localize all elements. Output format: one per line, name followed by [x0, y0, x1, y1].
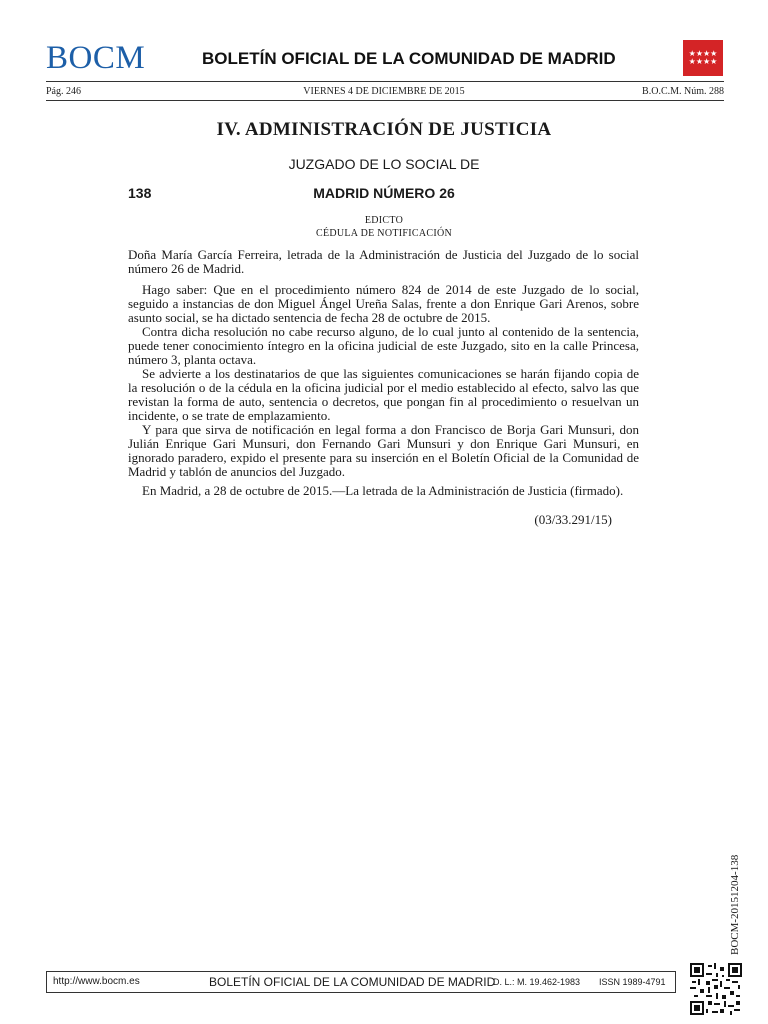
madrid-flag-icon [683, 40, 723, 76]
bulletin-title: BOLETÍN OFICIAL DE LA COMUNIDAD DE MADRID [202, 49, 616, 68]
header-rule-bottom [46, 100, 724, 101]
issue-date: VIERNES 4 DE DICIEMBRE DE 2015 [303, 86, 465, 97]
page-number: Pág. 246 [46, 86, 81, 97]
paragraph-6: En Madrid, a 28 de octubre de 2015.—La letrada de la Administración de Justicia (firmado). [142, 483, 624, 498]
paragraph-4: Se advierte a los destinatarios de que las siguientes comunicaciones se harán fijando copia de la resolución o de la cédula en la oficina judicial por el medio establecido al efecto, salvo las que revistan la forma de auto, sentencia o decretos, que pongan fin al procedimiento o resuelvan un incidente, o se trate de emplazamiento. [128, 366, 639, 423]
announcement-number: 138 [128, 185, 152, 201]
edict-body [128, 248, 639, 498]
section-title: IV. ADMINISTRACIÓN DE JUSTICIA [216, 119, 552, 140]
paragraph-1: Doña María García Ferreira, letrada de la Administración de Justicia del Juzgado de lo social número 26 de Madrid. [128, 247, 639, 276]
bocm-logo: BOCM [46, 40, 146, 76]
paragraph-5: Y para que sirva de notificación en legal forma a don Francisco de Borja Gari Munsuri, don Julián Enrique Gari Munsuri, don Fernando Gari Munsuri y don Enrique Gari Munsuri, en ignorado paradero, expido el presente para su inserción en el Boletín Oficial de la Comunidad de Madrid y tablón de anuncios del Juzgado. [128, 422, 639, 479]
edict-label: EDICTO [364, 215, 404, 226]
flag-stars: ★★★★ [688, 49, 718, 58]
edict-subtitle: CÉDULA DE NOTIFICACIÓN [315, 228, 453, 239]
qr-code-icon [690, 963, 742, 1015]
footer-legal-deposit: D. L.: M. 19.462-1983 [493, 977, 581, 987]
reference-code: (03/33.291/15) [534, 512, 612, 527]
issue-number: B.O.C.M. Núm. 288 [642, 86, 724, 97]
paragraph-2: Hago saber: Que en el procedimiento número 824 de 2014 de este Juzgado de lo social, seguido a instancias de don Miguel Ángel Ureña Salas, frente a don Enrique Gari Arenos, sobre asunto social, se ha dictado sentencia de fecha 28 de octubre de 2015. [128, 282, 639, 325]
court-name-line-1: JUZGADO DE LO SOCIAL DE [288, 156, 480, 172]
header-rule-top [46, 81, 724, 82]
footer-issn: ISSN 1989-4791 [599, 977, 666, 987]
flag-stars-row-2: ★★★★ [688, 57, 718, 66]
footer [46, 971, 676, 993]
court-name-line-2: MADRID NÚMERO 26 [313, 185, 455, 201]
footer-url-link[interactable]: http://www.bocm.es [53, 976, 140, 987]
paragraph-3: Contra dicha resolución no cabe recurso alguno, de lo cual junto al contenido de la sentencia, puede tener conocimiento íntegro en la oficina judicial de este Juzgado, sito en la calle Princesa, número 3, planta octava. [128, 324, 639, 367]
footer-title: BOLETÍN OFICIAL DE LA COMUNIDAD DE MADRID [209, 975, 496, 989]
side-document-code: BOCM-20151204-138 [729, 854, 741, 955]
